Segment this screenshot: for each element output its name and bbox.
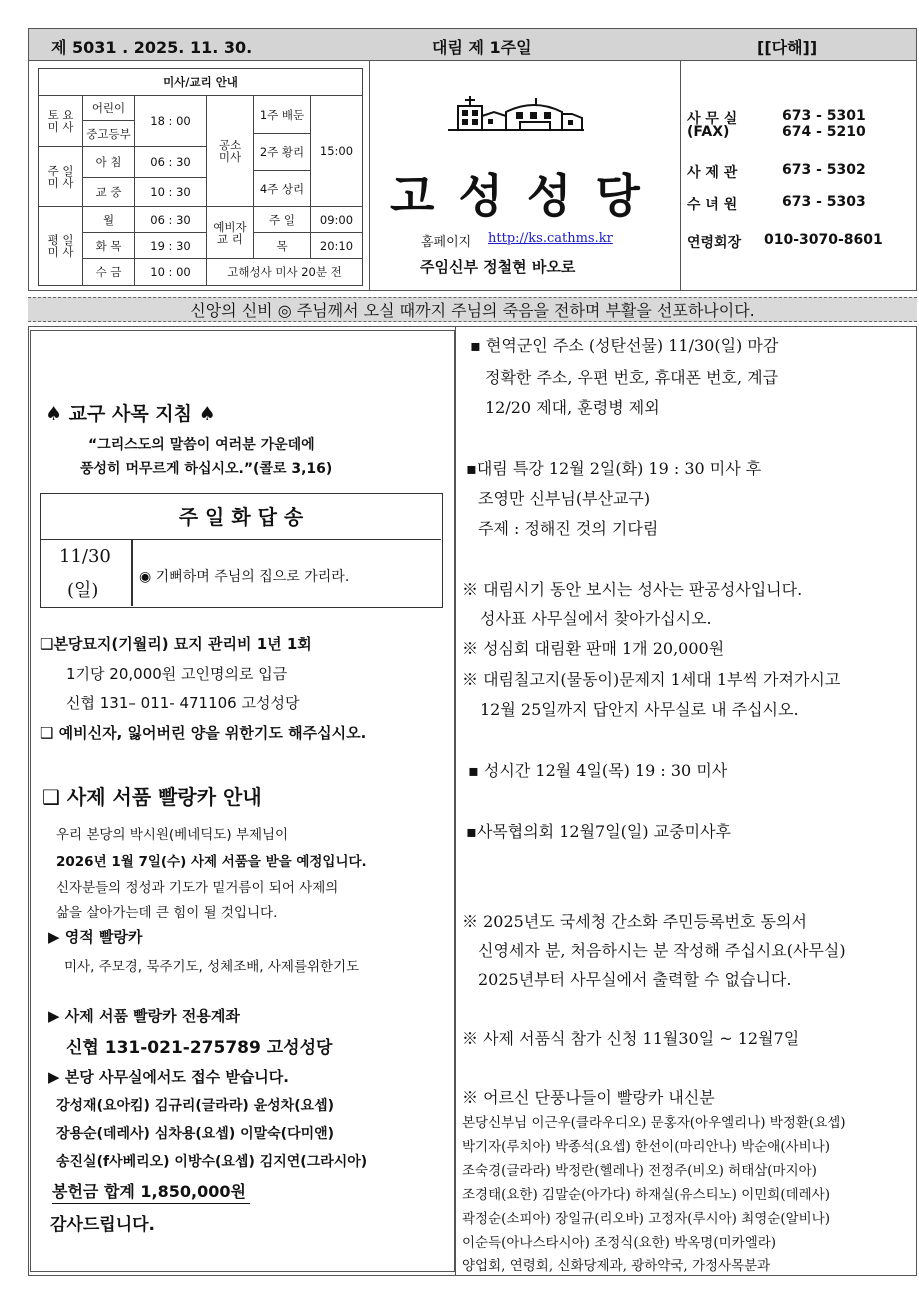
contributor-line: 양업회, 연령회, 신화당제과, 광하약국, 가정사목분과 [462, 1258, 771, 1274]
notice-line: 12월 25일까지 답안지 사무실로 내 주십시오. [480, 700, 799, 719]
tuethu-label: 화 목 [83, 233, 135, 259]
spiritual-bouquet-items: 미사, 주모경, 묵주기도, 성체조배, 사제를위한기도 [64, 959, 360, 975]
notice-line: ▪ 성시간 12월 4일(목) 19 : 30 미사 [468, 761, 728, 780]
homepage-label: 홈페이지 [421, 235, 472, 250]
contact-label: 사 무 실 [687, 111, 738, 127]
notice-line: 12/20 제대, 훈령병 제외 [485, 398, 660, 417]
mission-mass-label: 공소 미사 [207, 96, 254, 207]
weekday-mass-label: 평 일 미 사 [39, 207, 83, 286]
contributor-line: 조경태(요한) 김말순(아가다) 하재실(유스티노) 이민희(데레사) [462, 1187, 830, 1203]
contact-value: 673 - 5302 [782, 162, 866, 178]
contact-label: 연령회장 [687, 235, 742, 251]
kids-label: 어린이 [83, 96, 135, 121]
homepage-link[interactable]: http://ks.cathms.kr [488, 231, 613, 246]
header-bar [28, 28, 917, 61]
church-logo-icon [448, 96, 584, 132]
psalm-date: 11/30 [59, 546, 111, 567]
notice-line: ▪대림 특강 12월 2일(화) 19 : 30 미사 후 [466, 459, 762, 478]
morning-label: 아 침 [83, 147, 135, 178]
tuethu-time: 19 : 30 [135, 233, 207, 259]
contributor-line: 본당신부님 이근우(클라우디오) 문홍자(아우엘리나) 박정환(요셉) [462, 1115, 846, 1131]
notice-line: ▪ 현역군인 주소 (성탄선물) 11/30(일) 마감 [470, 336, 779, 355]
notice-line: 조영만 신부님(부산교구) [478, 489, 651, 508]
contributor-line: 박기자(루치아) 박종석(요셉) 한선이(마리안나) 박순애(사비나) [462, 1139, 830, 1155]
cemetery-account: 신협 131– 011- 471106 고성성당 [66, 694, 300, 712]
mission-time: 15:00 [311, 96, 363, 207]
psalm-text: ◉ 기뻐하며 주님의 집으로 가리라. [139, 569, 350, 585]
responsorial-psalm-box [40, 493, 443, 608]
office-notice: ▶ 본당 사무실에서도 접수 받습니다. [48, 1068, 289, 1086]
wedfri-label: 수 금 [83, 259, 135, 286]
church-name: 고 성 성 당 [390, 169, 644, 223]
schedule-title: 미사/교리 안내 [39, 69, 363, 96]
contact-value: 010-3070-8601 [764, 232, 883, 248]
issue-number: 제 5031 . 2025. 11. 30. [51, 38, 253, 57]
mass-schedule-table [38, 68, 363, 286]
notice-line: 신영세자 분, 처음하시는 분 작성해 주십시요(사무실) [478, 941, 846, 960]
contact-label: 수 녀 원 [687, 197, 738, 213]
contributor-line: 곽정순(소피아) 장일규(리오바) 고정자(루시아) 최영순(알비나) [462, 1211, 830, 1227]
notice-line: ※ 대림칠고지(물동이)문제지 1세대 1부씩 가져가시고 [462, 670, 841, 689]
catechumen-label: 예비자 교 리 [207, 207, 254, 259]
prayer-request: ❑ 예비신자, 잃어버린 양을 위한기도 해주십시오. [40, 724, 367, 742]
mon-time: 06 : 30 [135, 207, 207, 233]
pastor-name: 주임신부 정철현 바오로 [420, 258, 576, 276]
ordination-text: 우리 본당의 박시원(베네딕도) 부제님이 [56, 827, 289, 843]
psalm-title: 주 일 화 답 송 [41, 494, 441, 540]
wedfri-time: 10 : 00 [135, 259, 207, 286]
notice-line: ※ 성심회 대림환 판매 1개 20,000원 [462, 639, 725, 658]
cat-thu-label: 목 [254, 233, 311, 259]
contributor-line: 조숙경(글라라) 박정란(헬레나) 전정주(비오) 허태삼(마지아) [462, 1163, 817, 1179]
main-label: 교 중 [83, 178, 135, 207]
ordination-text: 신자분들의 정성과 기도가 밑거름이 되어 사제의 [56, 880, 339, 896]
year-cycle: [[다해]] [757, 38, 818, 57]
notice-line: ▪사목협의회 12월7일(일) 교중미사후 [466, 822, 731, 841]
column-divider [455, 326, 456, 1276]
donor-line: 강성재(요아킴) 김규리(글라라) 윤성차(요셉) [56, 1098, 335, 1114]
notice-line: 2025년부터 사무실에서 출력할 수 없습니다. [478, 970, 792, 989]
youth-label: 중고등부 [83, 121, 135, 147]
morning-time: 06 : 30 [135, 147, 207, 178]
mission-week4: 4주 상리 [254, 171, 311, 207]
ordination-text: 2026년 1월 7일(수) 사제 서품을 받을 예정입니다. [56, 854, 367, 870]
psalm-day: (일) [67, 580, 99, 601]
ordination-text: 삶을 살아가는데 큰 힘이 될 것입니다. [56, 905, 278, 921]
notice-line: ※ 2025년도 국세청 간소화 주민등록번호 동의서 [462, 912, 807, 931]
guideline-quote: “그리스도의 말씀이 여러분 가운데에 [88, 437, 315, 453]
mystery-of-faith-banner: 신앙의 신비 ◎ 주님께서 오실 때까지 주님의 죽음을 전하며 부활을 선포하나이다. [28, 297, 917, 322]
cat-sun-time: 09:00 [311, 207, 363, 233]
account-title: ▶ 사제 서품 빨랑카 전용계좌 [48, 1007, 240, 1025]
notice-line: ※ 어르신 단풍나들이 빨랑카 내신분 [462, 1088, 715, 1107]
sat-mass-label: 토 요 미 사 [39, 96, 83, 147]
cat-sun-label: 주 일 [254, 207, 311, 233]
thanks: 감사드립니다. [50, 1215, 155, 1235]
liturgical-week: 대림 제 1주일 [432, 38, 532, 57]
cat-thu-time: 20:10 [311, 233, 363, 259]
donor-line: 송진실(f사베리오) 이방수(요셉) 김지연(그라시아) [56, 1154, 368, 1170]
ordination-title: ❑ 사제 서품 빨랑카 안내 [42, 785, 262, 809]
notice-line: ※ 대림시기 동안 보시는 성사는 판공성사입니다. [462, 580, 803, 599]
notice-line: ※ 사제 서품식 참가 신청 11월30일 ~ 12월7일 [462, 1029, 800, 1048]
mission-week2: 2주 황리 [254, 134, 311, 171]
contact-label: 사 제 관 [687, 165, 738, 181]
mission-week1: 1주 배둔 [254, 96, 311, 134]
guideline-quote: 풍성히 머무르게 하십시오.”(콜로 3,16) [80, 461, 333, 477]
sun-mass-label: 주 일 미 사 [39, 147, 83, 207]
notice-line: 주제 : 정해진 것의 기다림 [478, 519, 659, 538]
contributor-line: 이순득(아나스타시아) 조정식(요한) 박옥명(미카엘라) [462, 1235, 777, 1251]
contact-label: (FAX) [687, 124, 730, 140]
donation-total: 봉헌금 합계 1,850,000원 [52, 1179, 250, 1204]
confession-note: 고해성사 미사 20분 전 [207, 259, 363, 286]
notice-line: 정확한 주소, 우편 번호, 휴대폰 번호, 계급 [485, 368, 779, 387]
cemetery-notice: ❑본당묘지(기월리) 묘지 관리비 1년 1회 [40, 635, 312, 653]
notice-line: 성사표 사무실에서 찾아가십시오. [480, 609, 712, 628]
mon-label: 월 [83, 207, 135, 233]
contact-value: 674 - 5210 [782, 124, 866, 140]
donor-line: 장용순(데레사) 심차용(요셉) 이말숙(다미앤) [56, 1126, 335, 1142]
sat-time: 18 : 00 [135, 96, 207, 147]
contact-value: 673 - 5303 [782, 194, 866, 210]
spiritual-bouquet-title: ▶ 영적 빨랑카 [48, 928, 143, 946]
account-number: 신협 131-021-275789 고성성당 [66, 1038, 333, 1058]
cemetery-detail: 1기당 20,000원 고인명의로 입금 [66, 665, 288, 683]
contact-value: 673 - 5301 [782, 108, 866, 124]
guideline-title: ♠ 교구 사목 지침 ♠ [45, 403, 216, 425]
main-time: 10 : 30 [135, 178, 207, 207]
